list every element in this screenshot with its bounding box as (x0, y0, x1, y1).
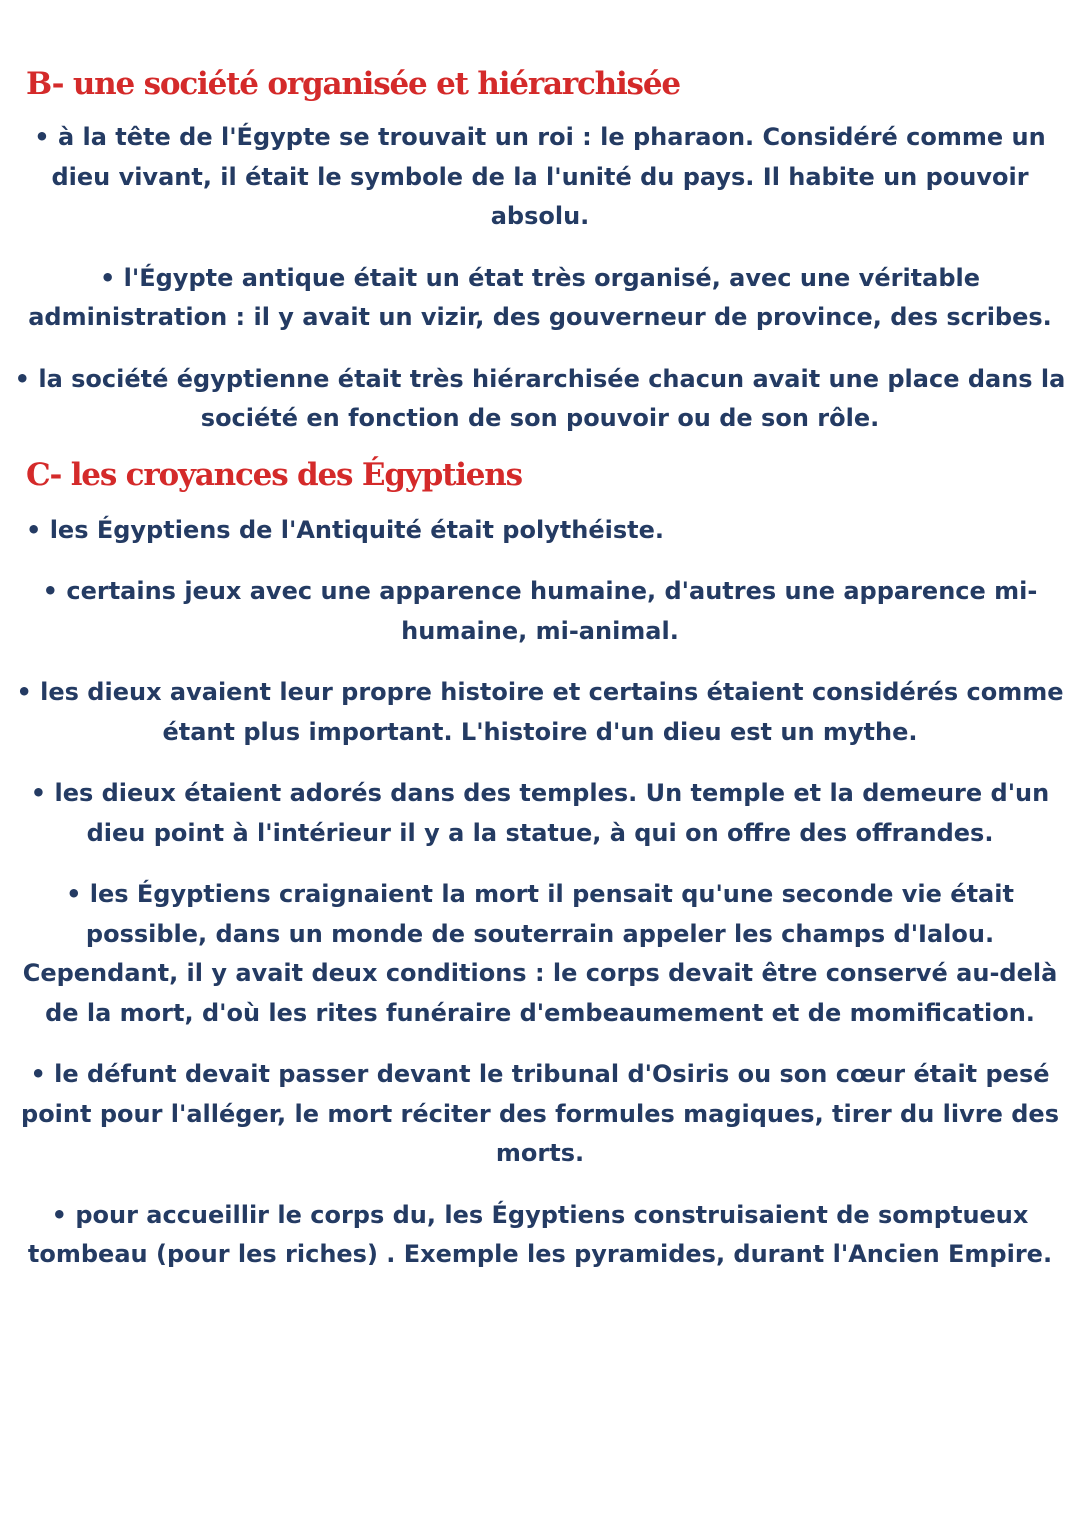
section-c-heading: C- les croyances des Égyptiens (26, 456, 522, 493)
section-c-bullet-polytheisme: • les Égyptiens de l'Antiquité était polythéiste. (26, 515, 665, 544)
section-c-bullet-mythe: • les dieux avaient leur propre histoire et certains étaient considérés comme étant plus important. L'histoire d'un dieu est un mythe. (16, 678, 1064, 746)
section-c-bullet-osiris: • le défunt devait passer devant le tribunal d'Osiris ou son cœur était pesé point pour l'alléger, le mort réciter des formules magiques, tirer du livre des morts. (21, 1060, 1059, 1167)
section-b-bullet-hierarchie: • la société égyptienne était très hiérarchisée chacun avait une place dans la société en fonction de son pouvoir ou de son rôle. (14, 364, 1066, 432)
section-b-bullet-administration: • l'Égypte antique était un état très organisé, avec une véritable administration : il y avait un vizir, des gouverneur de province, des scribes. (28, 263, 1052, 331)
section-c-bullet-tombeau: • pour accueillir le corps du, les Égyptiens construisaient de somptueux tombeau (pour les riches) . Exemple les pyramides, durant l'Ancien Empire. (27, 1200, 1053, 1268)
section-b-heading: B- une société organisée et hiérarchisée (26, 66, 680, 102)
section-b-bullet-pharaon: • à la tête de l'Égypte se trouvait un roi : le pharaon. Considéré comme un dieu vivant, il était le symbole de la l'unité du pays. Il habite un pouvoir absolu. (34, 123, 1046, 230)
section-c-bullet-apparence: • certains jeux avec une apparence humaine, d'autres une apparence mi-humaine, mi-animal. (42, 577, 1038, 645)
section-c-bullet-mort: • les Égyptiens craignaient la mort il pensait qu'une seconde vie était possible, dans un monde de souterrain appeler les champs d'Ialou. Cependant, il y avait deux conditions : le corps devait être conservé au-delà de la mort, d'où les rites funéraire d'embeaumement et de momification. (22, 880, 1058, 1027)
section-c-bullet-temples: • les dieux étaient adorés dans des temples. Un temple et la demeure d'un dieu point à l'intérieur il y a la statue, à qui on offre des offrandes. (30, 779, 1050, 847)
